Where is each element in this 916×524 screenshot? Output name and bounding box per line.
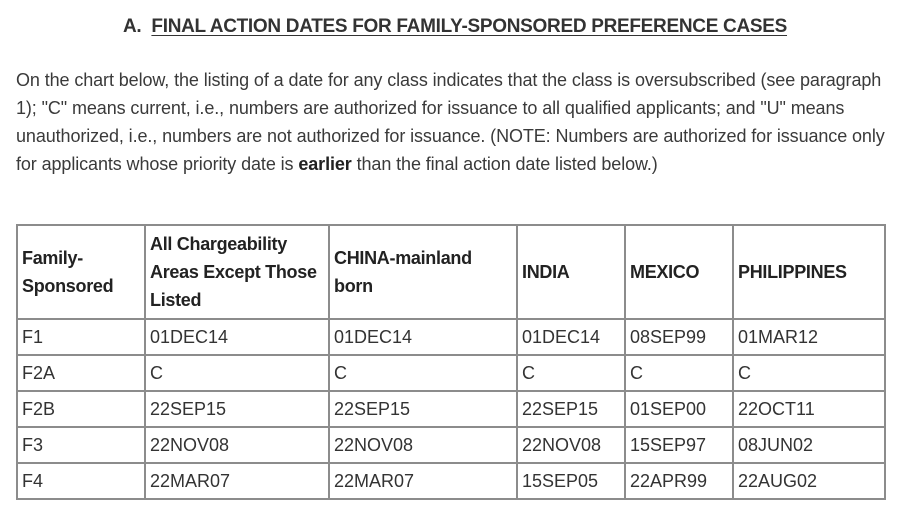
final-action-dates-table xyxy=(16,224,886,500)
table-cell: C xyxy=(733,355,885,391)
table-row xyxy=(17,427,885,463)
table-cell: 08SEP99 xyxy=(625,319,733,355)
row-label: F4 xyxy=(17,463,145,499)
header-india: INDIA xyxy=(517,225,625,319)
table-header-row xyxy=(17,225,885,319)
table-cell: 01DEC14 xyxy=(329,319,517,355)
table-cell: 01DEC14 xyxy=(517,319,625,355)
table-cell: 01SEP00 xyxy=(625,391,733,427)
intro-text: On the chart below, the listing of a date for any class indicates that the class is oversubscribed (see paragraph 1); "C" means current, i.e., numbers are authorized for issuance to all qualified applicants; and "U" means unauthorized, i.e., numbers are not authorized for issuance. (NOTE: Numbers are authorized for issuance only for applicants whose priority date is xyxy=(16,70,885,174)
table-cell: 22AUG02 xyxy=(733,463,885,499)
table-cell: 22SEP15 xyxy=(517,391,625,427)
table-cell: 22MAR07 xyxy=(145,463,329,499)
table-cell: C xyxy=(329,355,517,391)
table-cell: 22SEP15 xyxy=(329,391,517,427)
table-cell: 22APR99 xyxy=(625,463,733,499)
row-label: F2B xyxy=(17,391,145,427)
row-label: F3 xyxy=(17,427,145,463)
section-heading xyxy=(123,16,787,38)
table-cell: 22NOV08 xyxy=(517,427,625,463)
row-label: F1 xyxy=(17,319,145,355)
header-family-sponsored: Family-Sponsored xyxy=(17,225,145,319)
table-cell: 22NOV08 xyxy=(329,427,517,463)
section-title: FINAL ACTION DATES FOR FAMILY-SPONSORED PREFERENCE CASES xyxy=(151,16,788,37)
table-cell: C xyxy=(517,355,625,391)
table-cell: 22NOV08 xyxy=(145,427,329,463)
table-row xyxy=(17,391,885,427)
table-cell: 01DEC14 xyxy=(145,319,329,355)
table-cell: 15SEP05 xyxy=(517,463,625,499)
table-row xyxy=(17,319,885,355)
table-cell: 22MAR07 xyxy=(329,463,517,499)
table-cell: 15SEP97 xyxy=(625,427,733,463)
header-mexico: MEXICO xyxy=(625,225,733,319)
table-cell: C xyxy=(145,355,329,391)
table-cell: C xyxy=(625,355,733,391)
table-row xyxy=(17,463,885,499)
table-cell: 22SEP15 xyxy=(145,391,329,427)
row-label: F2A xyxy=(17,355,145,391)
table-row xyxy=(17,355,885,391)
header-philippines: PHILIPPINES xyxy=(733,225,885,319)
intro-emphasis: earlier xyxy=(298,154,352,174)
header-all-chargeability: All Chargeability Areas Except Those Listed xyxy=(145,225,329,319)
table-cell: 01MAR12 xyxy=(733,319,885,355)
table-cell: 22OCT11 xyxy=(733,391,885,427)
intro-text-end: than the final action date listed below.) xyxy=(351,154,658,174)
section-prefix: A. xyxy=(123,16,142,37)
intro-paragraph xyxy=(16,66,896,178)
header-china: CHINA-mainland born xyxy=(329,225,517,319)
table-cell: 08JUN02 xyxy=(733,427,885,463)
